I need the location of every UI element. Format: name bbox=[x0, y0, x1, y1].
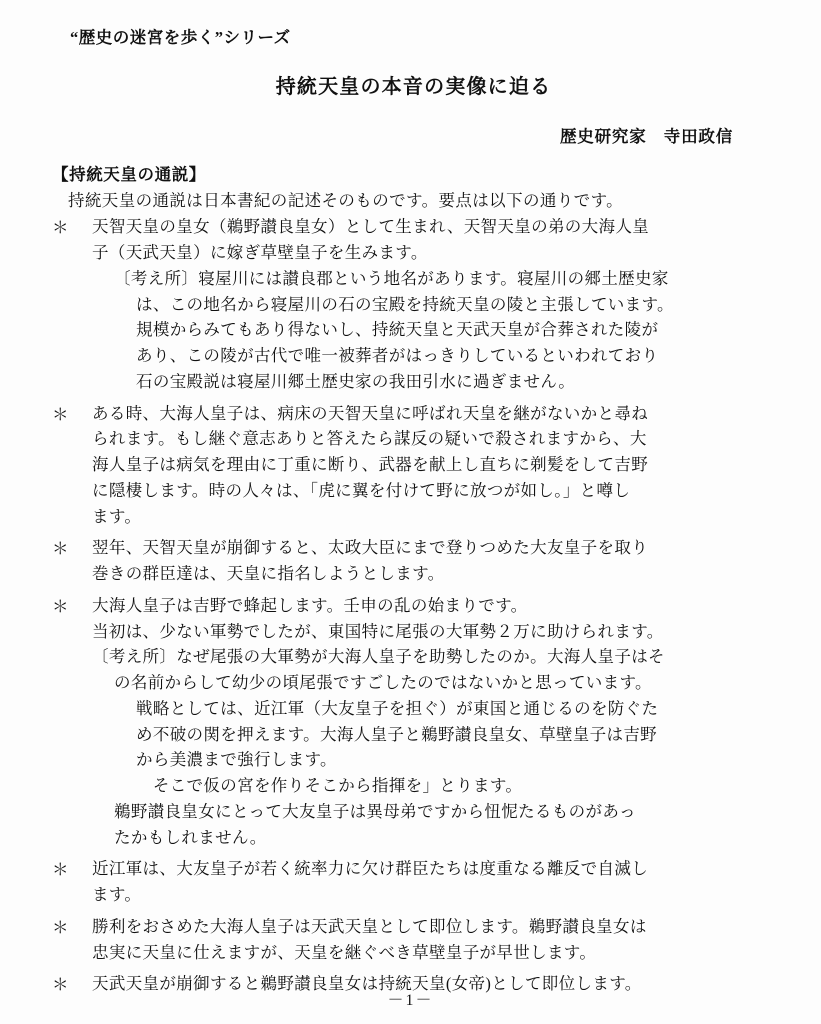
list-item bbox=[52, 594, 793, 851]
paragraph-line: 忠実に天皇に仕えますが、天皇を継ぐべき草壁皇子が早世します。 bbox=[92, 942, 597, 962]
paragraph-line: 〔考え所〕寝屋川には讃良郡という地名があります。寝屋川の郷土歴史家 bbox=[114, 268, 669, 288]
paragraph-line: 大海人皇子は吉野で蜂起します。壬申の乱の始まりです。 bbox=[92, 595, 528, 615]
paragraph-line: に隠棲します。時の人々は、「虎に翼を付けて野に放つが如し。」と噂し bbox=[92, 480, 631, 500]
section-heading: 【持統天皇の通説】 bbox=[52, 165, 206, 184]
paragraph-line: 天武天皇が崩御すると鵜野讃良皇女は持統天皇(女帝)として即位します。 bbox=[92, 974, 642, 994]
bullet-mark: ＊ bbox=[52, 539, 69, 559]
paragraph-line: 子（天武天皇）に嫁ぎ草壁皇子を生みます。 bbox=[92, 243, 428, 263]
list-item-body bbox=[92, 536, 793, 587]
paragraph-line: 勝利をおさめた大海人皇子は天武天皇として即位します。鵜野讃良皇女は bbox=[92, 916, 647, 936]
paragraph-line: 天智天皇の皇女（鵜野讃良皇女）として生まれ、天智天皇の弟の大海人皇 bbox=[92, 217, 650, 237]
author-byline: 歴史研究家 寺田政信 bbox=[560, 127, 733, 146]
list-item-body bbox=[92, 215, 793, 394]
page-title: 持統天皇の本音の実像に迫る bbox=[275, 76, 552, 98]
list-item-body bbox=[92, 915, 793, 966]
paragraph-line: たかもしれません。 bbox=[114, 827, 267, 847]
paragraph-line: ます。 bbox=[92, 506, 142, 526]
list-item bbox=[52, 536, 793, 587]
paragraph-line: 近江軍は、大友皇子が若く統率力に欠け群臣たちは度重なる離反で自滅し bbox=[92, 859, 649, 879]
bullet-mark: ＊ bbox=[52, 596, 69, 616]
lead-paragraph: 持統天皇の通説は日本書紀の記述そのものです。要点は以下の通りです。 bbox=[68, 191, 624, 210]
paragraph-line: 鵜野讃良皇女にとって大友皇子は異母弟ですから忸怩たるものがあっ bbox=[114, 801, 636, 821]
bullet-mark: ＊ bbox=[52, 860, 69, 880]
page-number: －1－ bbox=[387, 992, 434, 1009]
list-item bbox=[52, 857, 793, 908]
list-item bbox=[52, 915, 793, 966]
paragraph-line: め不破の関を押えます。大海人皇子と鵜野讃良皇女、草壁皇子は吉野 bbox=[136, 724, 658, 744]
paragraph-line: 規模からみてもあり得ないし、持統天皇と天武天皇が合葬された陵が bbox=[136, 320, 659, 340]
list-item-body bbox=[92, 594, 793, 851]
paragraph-line: 翌年、天智天皇が崩御すると、太政大臣にまで登りつめた大友皇子を取り bbox=[92, 538, 649, 558]
paragraph-line: 戦略としては、近江軍（大友皇子を担ぐ）が東国と通じるのを防ぐた bbox=[136, 698, 659, 718]
bullet-mark: ＊ bbox=[52, 917, 69, 937]
paragraph-line: あり、この陵が古代で唯一被葬者がはっきりしているといわれており bbox=[136, 346, 659, 366]
bullet-list bbox=[52, 215, 793, 998]
paragraph-line: 当初は、少ない軍勢でしたが、東国特に尾張の大軍勢２万に助けられます。 bbox=[92, 621, 664, 641]
paragraph-line: は、この地名から寝屋川の石の宝殿を持統天皇の陵と主張しています。 bbox=[136, 294, 674, 314]
paragraph-line: 巻きの群臣達は、天皇に指名しようとします。 bbox=[92, 564, 445, 584]
bullet-mark: ＊ bbox=[52, 404, 69, 424]
list-item-body bbox=[92, 402, 793, 530]
paragraph-line: ある時、大海人皇子は、病床の天智天皇に呼ばれ天皇を継がないかと尋ね bbox=[92, 403, 649, 423]
series-label: “歴史の迷宮を歩く”シリーズ bbox=[70, 28, 291, 47]
paragraph-line: られます。もし継ぐ意志ありと答えたら謀反の疑いで殺されますから、大 bbox=[92, 429, 647, 449]
bullet-mark: ＊ bbox=[52, 975, 69, 995]
list-item bbox=[52, 402, 793, 530]
list-item-body bbox=[92, 857, 793, 908]
paragraph-line: の名前からして幼少の頃尾張ですごしたのではないかと思っています。 bbox=[114, 673, 652, 693]
paragraph-line: から美濃まで強行します。 bbox=[136, 750, 337, 770]
paragraph-line: そこで仮の宮を作りそこから指揮を」とります。 bbox=[136, 776, 523, 796]
list-item bbox=[52, 215, 793, 394]
bullet-mark: ＊ bbox=[52, 218, 69, 238]
paragraph-line: 〔考え所〕なぜ尾張の大軍勢が大海人皇子を助勢したのか。大海人皇子はそ bbox=[92, 647, 665, 667]
paragraph-line: 海人皇子は病気を理由に丁重に断り、武器を献上し直ちに剃髪をして吉野 bbox=[92, 455, 649, 475]
paragraph-line: ます。 bbox=[92, 885, 142, 905]
paragraph-line: 石の宝殿説は寝屋川郷土歴史家の我田引水に過ぎません。 bbox=[136, 371, 576, 391]
